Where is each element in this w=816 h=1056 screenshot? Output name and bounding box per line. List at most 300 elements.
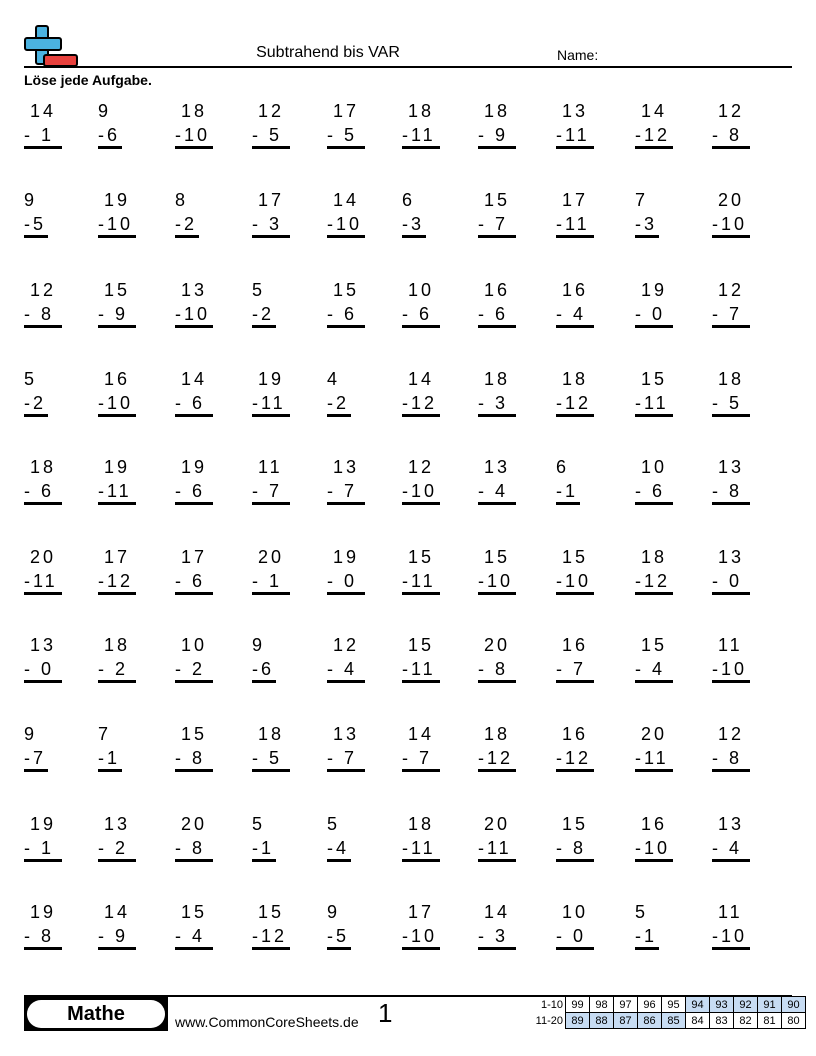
subtrahend: - 8	[712, 748, 743, 768]
minuend: 13	[333, 457, 360, 477]
answer-line	[478, 947, 516, 950]
subtrahend: -1	[252, 838, 275, 858]
answer-line	[24, 325, 62, 328]
answer-line	[635, 592, 673, 595]
score-row	[527, 997, 806, 1013]
minuend: 20	[484, 814, 511, 834]
minuend: 18	[30, 457, 57, 477]
subtrahend: -12	[635, 571, 671, 591]
answer-line	[556, 947, 594, 950]
subtrahend: - 8	[712, 125, 743, 145]
minuend: 19	[641, 280, 668, 300]
answer-line	[327, 235, 365, 238]
answer-line	[712, 947, 750, 950]
subtrahend: - 6	[175, 481, 206, 501]
subtrahend: - 9	[98, 926, 129, 946]
minuend: 11	[258, 457, 283, 477]
minuend: 9	[98, 101, 112, 121]
subtrahend: -12	[252, 926, 288, 946]
subtrahend: - 4	[478, 481, 509, 501]
subtrahend: -3	[402, 214, 425, 234]
minuend: 7	[98, 724, 112, 744]
answer-line	[556, 592, 594, 595]
instruction: Löse jede Aufgabe.	[24, 72, 152, 88]
subject-badge	[24, 997, 168, 1031]
answer-line	[24, 146, 62, 149]
minuend: 16	[562, 724, 589, 744]
subtrahend: -5	[327, 926, 350, 946]
subtrahend: - 2	[98, 659, 129, 679]
answer-line	[478, 325, 516, 328]
answer-line	[556, 680, 594, 683]
answer-line	[478, 414, 516, 417]
subtrahend: - 0	[327, 571, 358, 591]
minuend: 13	[562, 101, 589, 121]
subtrahend: - 1	[252, 571, 283, 591]
minuend: 12	[258, 101, 285, 121]
minuend: 12	[408, 457, 435, 477]
subtrahend: -1	[635, 926, 658, 946]
answer-line	[712, 859, 750, 862]
minuend: 18	[484, 369, 511, 389]
score-cell: 94	[686, 997, 710, 1013]
minuend: 19	[333, 547, 360, 567]
answer-line	[98, 769, 122, 772]
minuend: 18	[641, 547, 668, 567]
minuend: 14	[181, 369, 208, 389]
minuend: 9	[327, 902, 341, 922]
answer-line	[712, 235, 750, 238]
answer-line	[635, 947, 659, 950]
minuend: 19	[104, 190, 131, 210]
minuend: 14	[641, 101, 668, 121]
score-row-label: 11-20	[535, 1014, 563, 1027]
minuend: 18	[408, 814, 435, 834]
subtrahend: -11	[635, 393, 669, 413]
score-cell: 97	[614, 997, 638, 1013]
minuend: 19	[181, 457, 208, 477]
minuend: 18	[104, 635, 131, 655]
subtrahend: - 8	[175, 748, 206, 768]
answer-line	[252, 859, 276, 862]
answer-line	[478, 146, 516, 149]
answer-line	[327, 414, 351, 417]
minuend: 4	[327, 369, 341, 389]
subtrahend: - 8	[24, 926, 55, 946]
answer-line	[712, 769, 750, 772]
subtrahend: -10	[635, 838, 671, 858]
answer-line	[402, 680, 440, 683]
score-cell: 80	[782, 1013, 806, 1029]
minuend: 14	[333, 190, 360, 210]
minuend: 12	[718, 101, 745, 121]
answer-line	[252, 680, 276, 683]
minuend: 17	[562, 190, 589, 210]
subtrahend: -11	[402, 571, 436, 591]
answer-line	[98, 235, 136, 238]
subtrahend: -10	[98, 214, 134, 234]
minuend: 14	[484, 902, 511, 922]
subtrahend: - 6	[402, 304, 433, 324]
minuend: 17	[258, 190, 285, 210]
score-cell: 95	[662, 997, 686, 1013]
minuend: 15	[104, 280, 131, 300]
answer-line	[98, 502, 136, 505]
website-url: www.CommonCoreSheets.de	[175, 1014, 359, 1030]
subtrahend: -10	[175, 125, 211, 145]
answer-line	[478, 769, 516, 772]
answer-line	[175, 502, 213, 505]
subtrahend: -11	[402, 659, 436, 679]
answer-line	[175, 235, 199, 238]
subtrahend: - 7	[556, 659, 587, 679]
answer-line	[556, 235, 594, 238]
answer-line	[712, 414, 750, 417]
answer-line	[252, 414, 290, 417]
answer-line	[175, 947, 213, 950]
subtrahend: - 5	[712, 393, 743, 413]
answer-line	[635, 235, 659, 238]
answer-line	[635, 325, 673, 328]
answer-line	[556, 325, 594, 328]
minuend: 14	[104, 902, 131, 922]
minuend: 18	[484, 101, 511, 121]
minuend: 16	[562, 635, 589, 655]
subtrahend: -12	[556, 748, 592, 768]
subtrahend: -12	[478, 748, 514, 768]
subtrahend: -12	[556, 393, 592, 413]
subtrahend: -11	[402, 125, 436, 145]
subtrahend: - 5	[252, 125, 283, 145]
score-cell: 81	[758, 1013, 782, 1029]
minuend: 15	[641, 635, 668, 655]
subtrahend: - 6	[478, 304, 509, 324]
minuend: 12	[718, 724, 745, 744]
minuend: 5	[24, 369, 38, 389]
subtrahend: -11	[98, 481, 132, 501]
subtrahend: - 4	[175, 926, 206, 946]
subtrahend: -10	[402, 481, 438, 501]
score-cell: 91	[758, 997, 782, 1013]
answer-line	[327, 592, 365, 595]
minuend: 13	[718, 457, 745, 477]
subtrahend: - 9	[478, 125, 509, 145]
answer-line	[24, 414, 48, 417]
subtrahend: - 4	[327, 659, 358, 679]
subtrahend: - 0	[556, 926, 587, 946]
answer-line	[478, 592, 516, 595]
minuend: 19	[258, 369, 285, 389]
answer-line	[478, 235, 516, 238]
page-number: 1	[378, 998, 393, 1028]
minuend: 19	[104, 457, 131, 477]
subtrahend: -10	[402, 926, 438, 946]
minuend: 15	[333, 280, 360, 300]
minuend: 13	[30, 635, 57, 655]
subtrahend: -4	[327, 838, 350, 858]
minuend: 17	[104, 547, 131, 567]
minuend: 11	[718, 635, 743, 655]
minuend: 13	[718, 547, 745, 567]
subtrahend: - 9	[98, 304, 129, 324]
minuend: 15	[484, 547, 511, 567]
minuend: 15	[562, 814, 589, 834]
minuend: 18	[258, 724, 285, 744]
answer-line	[24, 235, 48, 238]
subtrahend: -1	[98, 748, 121, 768]
answer-line	[556, 769, 594, 772]
subtrahend: - 2	[98, 838, 129, 858]
minuend: 20	[641, 724, 668, 744]
minuend: 9	[24, 190, 38, 210]
subtrahend: - 6	[24, 481, 55, 501]
minuend: 17	[408, 902, 435, 922]
score-cell: 86	[638, 1013, 662, 1029]
minuend: 10	[562, 902, 589, 922]
minuend: 15	[408, 547, 435, 567]
answer-line	[327, 859, 351, 862]
answer-line	[24, 947, 62, 950]
subtrahend: -2	[175, 214, 198, 234]
answer-line	[712, 502, 750, 505]
minuend: 15	[181, 724, 208, 744]
subtrahend: -12	[98, 571, 134, 591]
page-title: Subtrahend bis VAR	[256, 44, 400, 61]
subtrahend: - 7	[327, 481, 358, 501]
minuend: 13	[484, 457, 511, 477]
minuend: 14	[30, 101, 57, 121]
minuend: 17	[333, 101, 360, 121]
answer-line	[478, 859, 516, 862]
minuend: 10	[641, 457, 668, 477]
score-cell: 84	[686, 1013, 710, 1029]
answer-line	[252, 235, 290, 238]
score-cell: 96	[638, 997, 662, 1013]
subtrahend: - 0	[712, 571, 743, 591]
answer-line	[327, 325, 365, 328]
subtrahend: - 8	[478, 659, 509, 679]
answer-line	[252, 502, 290, 505]
minuend: 15	[562, 547, 589, 567]
minuend: 18	[181, 101, 208, 121]
score-cell: 89	[566, 1013, 590, 1029]
subtrahend: - 0	[24, 659, 55, 679]
subtrahend: -10	[478, 571, 514, 591]
subtrahend: - 8	[556, 838, 587, 858]
subtrahend: - 6	[327, 304, 358, 324]
answer-line	[402, 592, 440, 595]
subtrahend: -11	[478, 838, 512, 858]
minuend: 15	[181, 902, 208, 922]
subtrahend: - 1	[24, 125, 55, 145]
answer-line	[24, 592, 62, 595]
minuend: 12	[718, 280, 745, 300]
minuend: 15	[408, 635, 435, 655]
subtrahend: - 8	[24, 304, 55, 324]
minuend: 15	[641, 369, 668, 389]
subtrahend: -10	[175, 304, 211, 324]
minuend: 20	[258, 547, 285, 567]
answer-line	[402, 769, 440, 772]
minuend: 19	[30, 814, 57, 834]
subtrahend: - 7	[252, 481, 283, 501]
answer-line	[712, 680, 750, 683]
subtrahend: -11	[635, 748, 669, 768]
score-table	[527, 996, 806, 1029]
minuend: 14	[408, 369, 435, 389]
answer-line	[712, 592, 750, 595]
name-label: Name:	[557, 47, 599, 63]
subtrahend: -10	[556, 571, 592, 591]
answer-line	[327, 146, 365, 149]
answer-line	[175, 859, 213, 862]
subtrahend: -11	[24, 571, 58, 591]
score-row-label: 1-10	[540, 998, 563, 1011]
minuend: 6	[402, 190, 416, 210]
subtrahend: -11	[556, 125, 590, 145]
minuend: 20	[718, 190, 745, 210]
subtrahend: -10	[327, 214, 363, 234]
score-cell: 88	[590, 1013, 614, 1029]
minuend: 5	[252, 280, 266, 300]
subtrahend: -11	[402, 838, 436, 858]
answer-line	[24, 859, 62, 862]
answer-line	[98, 947, 136, 950]
minuend: 18	[484, 724, 511, 744]
answer-line	[712, 325, 750, 328]
answer-line	[635, 680, 673, 683]
minuend: 7	[635, 190, 649, 210]
answer-line	[252, 592, 290, 595]
subtrahend: - 6	[175, 571, 206, 591]
minuend: 16	[641, 814, 668, 834]
answer-line	[402, 235, 426, 238]
subtrahend: -1	[556, 481, 579, 501]
minuend: 13	[333, 724, 360, 744]
subject-label: Mathe	[27, 1000, 165, 1028]
minuend: 6	[556, 457, 570, 477]
answer-line	[327, 769, 365, 772]
answer-line	[252, 947, 290, 950]
score-cell: 99	[566, 997, 590, 1013]
answer-line	[175, 680, 213, 683]
answer-line	[98, 680, 136, 683]
answer-line	[327, 680, 365, 683]
answer-line	[635, 769, 673, 772]
minuend: 5	[635, 902, 649, 922]
answer-line	[402, 859, 440, 862]
answer-line	[556, 502, 580, 505]
score-cell: 85	[662, 1013, 686, 1029]
subtrahend: -10	[712, 214, 748, 234]
answer-line	[327, 947, 351, 950]
answer-line	[175, 146, 213, 149]
answer-line	[635, 859, 673, 862]
subtrahend: - 0	[635, 304, 666, 324]
answer-line	[712, 146, 750, 149]
minuend: 14	[408, 724, 435, 744]
answer-line	[402, 146, 440, 149]
score-cell: 87	[614, 1013, 638, 1029]
score-cell: 83	[710, 1013, 734, 1029]
minuend: 16	[484, 280, 511, 300]
answer-line	[556, 414, 594, 417]
answer-line	[24, 769, 48, 772]
subtrahend: - 4	[556, 304, 587, 324]
subtrahend: -2	[327, 393, 350, 413]
subtrahend: - 7	[478, 214, 509, 234]
subtrahend: - 1	[24, 838, 55, 858]
answer-line	[635, 146, 673, 149]
minuend: 19	[30, 902, 57, 922]
subtrahend: - 7	[327, 748, 358, 768]
minuend: 12	[30, 280, 57, 300]
subtrahend: -3	[635, 214, 658, 234]
answer-line	[327, 502, 365, 505]
minuend: 10	[181, 635, 208, 655]
answer-line	[635, 414, 673, 417]
answer-line	[24, 502, 62, 505]
minuend: 16	[104, 369, 131, 389]
subtrahend: -10	[712, 926, 748, 946]
minuend: 12	[333, 635, 360, 655]
subtrahend: -6	[252, 659, 275, 679]
answer-line	[252, 769, 290, 772]
subtrahend: - 8	[712, 481, 743, 501]
subtrahend: - 7	[402, 748, 433, 768]
minuend: 13	[718, 814, 745, 834]
minuend: 18	[408, 101, 435, 121]
answer-line	[635, 502, 673, 505]
score-cell: 92	[734, 997, 758, 1013]
answer-line	[175, 592, 213, 595]
minuend: 17	[181, 547, 208, 567]
answer-line	[556, 146, 594, 149]
subtrahend: -11	[556, 214, 590, 234]
answer-line	[252, 325, 276, 328]
answer-line	[402, 947, 440, 950]
minuend: 20	[181, 814, 208, 834]
subtrahend: -12	[635, 125, 671, 145]
answer-line	[402, 414, 440, 417]
score-row	[527, 1013, 806, 1029]
score-cell: 93	[710, 997, 734, 1013]
answer-line	[402, 502, 440, 505]
minuend: 15	[484, 190, 511, 210]
minuend: 11	[718, 902, 743, 922]
minuend: 8	[175, 190, 189, 210]
answer-line	[175, 414, 213, 417]
minuend: 20	[484, 635, 511, 655]
answer-line	[252, 146, 290, 149]
subtrahend: -6	[98, 125, 121, 145]
subtrahend: -7	[24, 748, 47, 768]
answer-line	[98, 146, 122, 149]
answer-line	[98, 859, 136, 862]
answer-line	[98, 414, 136, 417]
minuend: 16	[562, 280, 589, 300]
subtrahend: - 5	[327, 125, 358, 145]
subtrahend: -10	[98, 393, 134, 413]
minuend: 18	[718, 369, 745, 389]
subtrahend: - 3	[252, 214, 283, 234]
minuend: 18	[562, 369, 589, 389]
subtrahend: -10	[712, 659, 748, 679]
score-cell: 82	[734, 1013, 758, 1029]
subtrahend: - 6	[175, 393, 206, 413]
answer-line	[175, 325, 213, 328]
subtrahend: - 8	[175, 838, 206, 858]
